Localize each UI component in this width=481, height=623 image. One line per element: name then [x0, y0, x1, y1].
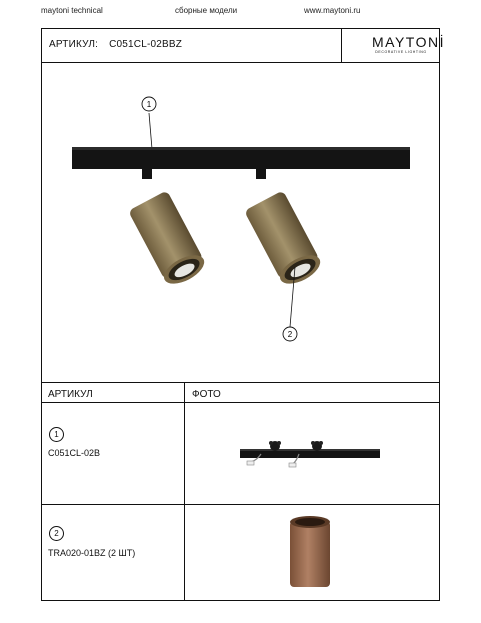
- spotlight-2: [244, 190, 325, 289]
- article-value: C051CL-02BBZ: [109, 39, 183, 50]
- maytoni-logo: [372, 34, 445, 55]
- row-2-article: TRA020-01BZ (2 ШТ): [48, 548, 136, 558]
- top-left-text: maytoni technical: [41, 6, 103, 15]
- table-header-line: [42, 402, 439, 403]
- header-divider: [341, 29, 342, 62]
- table-top-line: [42, 382, 439, 383]
- row-2-spotlight-photo: [286, 513, 336, 593]
- spotlight-1: [128, 190, 209, 289]
- row-1-number: 1: [49, 427, 64, 442]
- top-right-text: www.maytoni.ru: [304, 6, 361, 15]
- table-column-divider: [184, 382, 185, 601]
- callout-1-label: 1: [146, 100, 152, 109]
- logo-tagline: DECORATIVE LIGHTING: [375, 50, 427, 54]
- callout-1-leader: [149, 113, 152, 149]
- callout-2-label: 2: [287, 330, 293, 339]
- top-center-text: сборные модели: [175, 6, 238, 15]
- document-frame: [41, 28, 445, 601]
- spot-2-mount: [256, 167, 266, 179]
- col-header-article: АРТИКУЛ: [48, 389, 93, 400]
- logo-wordmark: MAYTONİ: [372, 34, 445, 50]
- article-label: АРТИКУЛ:: [49, 39, 99, 50]
- track-top-edge: [72, 147, 410, 150]
- col-header-photo: ФОТО: [192, 389, 221, 400]
- row-1-track-photo: [237, 434, 397, 484]
- article-header: [49, 39, 182, 50]
- track-bar: [72, 147, 410, 169]
- row-1-article: C051CL-02B: [48, 448, 101, 458]
- row-2-number: 2: [49, 526, 64, 541]
- row-divider: [42, 504, 439, 505]
- spot-1-mount: [142, 167, 152, 179]
- product-drawing: [42, 63, 441, 383]
